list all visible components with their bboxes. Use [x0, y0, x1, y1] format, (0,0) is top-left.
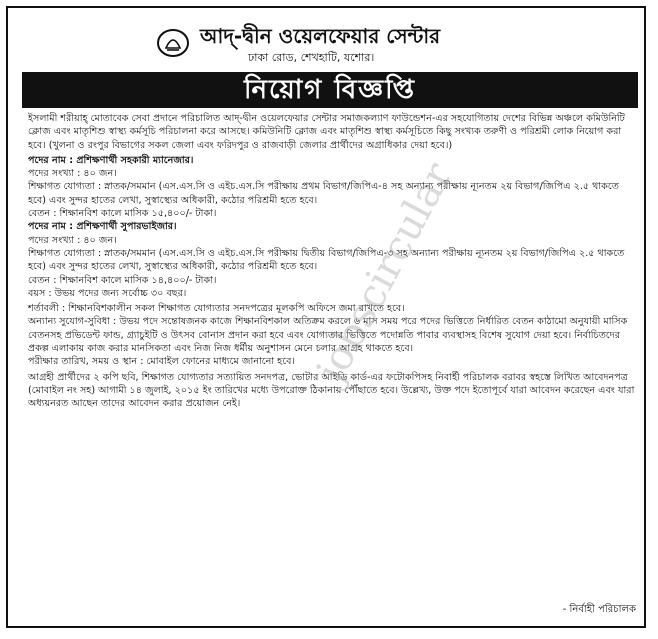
- exam-info: পরীক্ষার তারিখ, সময় ও স্থান : মোবাইল ফোনের মাধ্যমে জানানো হবে।: [28, 356, 295, 368]
- post-1-count: পদের সংখ্যা : ৪০ জন।: [28, 168, 117, 180]
- org-name: আদ্-দ্বীন ওয়েলফেয়ার সেন্টার: [200, 24, 441, 48]
- notice-banner: নিয়োগ বিজ্ঞপ্তি: [22, 72, 638, 108]
- signature: - নির্বাহী পরিচালক: [562, 604, 636, 615]
- org-address: ঢাকা রোড, শেখহাটি, যশোর।: [248, 51, 375, 64]
- notice-frame: [6, 6, 646, 628]
- post-2-salary: বেতন : শিক্ষানবিশ কালে মাসিক ১৪,৪০০/- টাকা।: [28, 274, 217, 286]
- watermark: jobscircular: [308, 155, 462, 390]
- conditions: শর্তাবলী : শিক্ষানবিশকালীন সকল শিক্ষাগত যোগ্যতার সনদপত্রের মূলকপি অফিসে জমা রাখতে হবে।: [28, 303, 405, 315]
- org-logo-icon: [156, 26, 190, 60]
- benefits: অন্যান্য সুযোগ-সুবিধা : উভয় পদে সন্তোষজনক কাজে শিক্ষানবিশকাল অতিক্রম করলে ৬ মাস সময় পরে পদের ভিত্তিতে নির্ধারিত বেতন কাঠামো অনুযায়ী মাসিক বেতনসহ প্রভিডেন্ট ফান্ড, গ্র্যাচুইটি ও উৎসব বোনাস প্রদান করা হবে এবং যোগ্যতার ভিত্তিতে পদোন্নতি পাবার ব্যবস্থাসহ বিশেষ সুযোগ দেয়া হবে। নির্বাচিতদের প্রকল্প এলাকায় কাজ করার মানসিকতা এবং নিজ নিজ ধর্মীয় অনুশাসন মেনে চলার আগ্রহ থাকতে হবে।: [28, 316, 628, 355]
- post-2-count: পদের সংখ্যা : ৪০ জন।: [28, 234, 117, 246]
- intro-paragraph: ইসলামী শরীয়াহ্ মোতাবেক সেবা প্রদানে পরিচালিত আদ্-দ্বীন ওয়েলফেয়ার সেন্টার সমাজকল্যাণ ফাউন্ডেশন-এর সহযোগিতায় দেশের বিভিন্ন অঞ্চলে কমিউনিটি ক্লোজ এবং মাতৃশিশু স্বাস্থ্য কর্মসূচি পরিচালনা করে আসছে। কমিউনিটি ক্লোজ এবং মাতৃশিশু স্বাস্থ্য কর্মসূচিতে কিছু সংখ্যক তরুণী ও পরিশ্রমী লোক নিয়োগ করা হবে। (খুলনা ও রংপুর বিভাগের সকল জেলা এবং ফরিদপুর ও রাজবাড়ী জেলার প্রার্থীদের অগ্রাধিকার দেয়া হবে।): [28, 113, 625, 151]
- post-2-title: পদের নাম : প্রশিক্ষণার্থী সুপারভাইজার।: [28, 221, 177, 233]
- notice-body: [28, 112, 638, 411]
- application-instructions: আগ্রহী প্রার্থীদের ২ কপি ছবি, শিক্ষাগত যোগ্যতার সত্যায়িত সনদপত্র, ভোটার আইডি কার্ড-এর ফটোকপিসহ নিবার্হী পরিচালক বরাবর স্বহস্তে লিখিত আবেদনপত্র (মোবাইল নং সহ) আগামী ১৪ জুলাই, ২০১৫ ইং তারিখের মধ্যে উপরোক্ত ঠিকানায় পৌঁছাতে হবে। উল্লেখ্য, উক্ত পদে ইতোপূর্বে যারা আবেদন করেছেন এবং যারা অধ্যয়নরত আছেন তাদের আবেদন করার প্রয়োজন নেই।: [28, 371, 635, 410]
- post-2-qualification: শিক্ষাগত যোগ্যতা : স্নাতক/সমমান (এস.এস.সি ও এইচ.এস.সি পরীক্ষায় দ্বিতীয় বিভাগ/জিপিএ-৩ সহ অন্যান্য পরীক্ষায় ন্যূনতম ২য় বিভাগ/জিপিএ ২.৫ থাকতে হবে) এবং সুন্দর হাতের লেখা, সুস্বাস্থ্যের অধিকারী, কঠোর পরিশ্রমী হতে হবে।: [28, 247, 625, 273]
- post-1-title: পদের নাম : প্রশিক্ষণার্থী সহকারী ম্যানেজার।: [28, 154, 194, 166]
- post-1-qualification: শিক্ষাগত যোগ্যতা : স্নাতক/সমমান (এস.এস.সি ও এইচ.এস.সি পরীক্ষায় প্রথম বিভাগ/জিপিএ-৪ সহ অন্যান্য পরীক্ষায় ন্যূনতম ২য় বিভাগ/জিপিএ ২.৫ থাকতে হবে) এবং সুন্দর হাতের লেখা, সুস্বাস্থ্যের অধিকারী, কঠোর পরিশ্রমী হতে হবে।: [28, 181, 619, 206]
- post-1-salary: বেতন : শিক্ষানবিশ কালে মাসিক ১৫,৪০০/- টাকা।: [28, 208, 217, 220]
- post-2-age: বয়স : উভয় পদের জন্য সর্বোচ্চ ৩০ বছর।: [28, 287, 187, 299]
